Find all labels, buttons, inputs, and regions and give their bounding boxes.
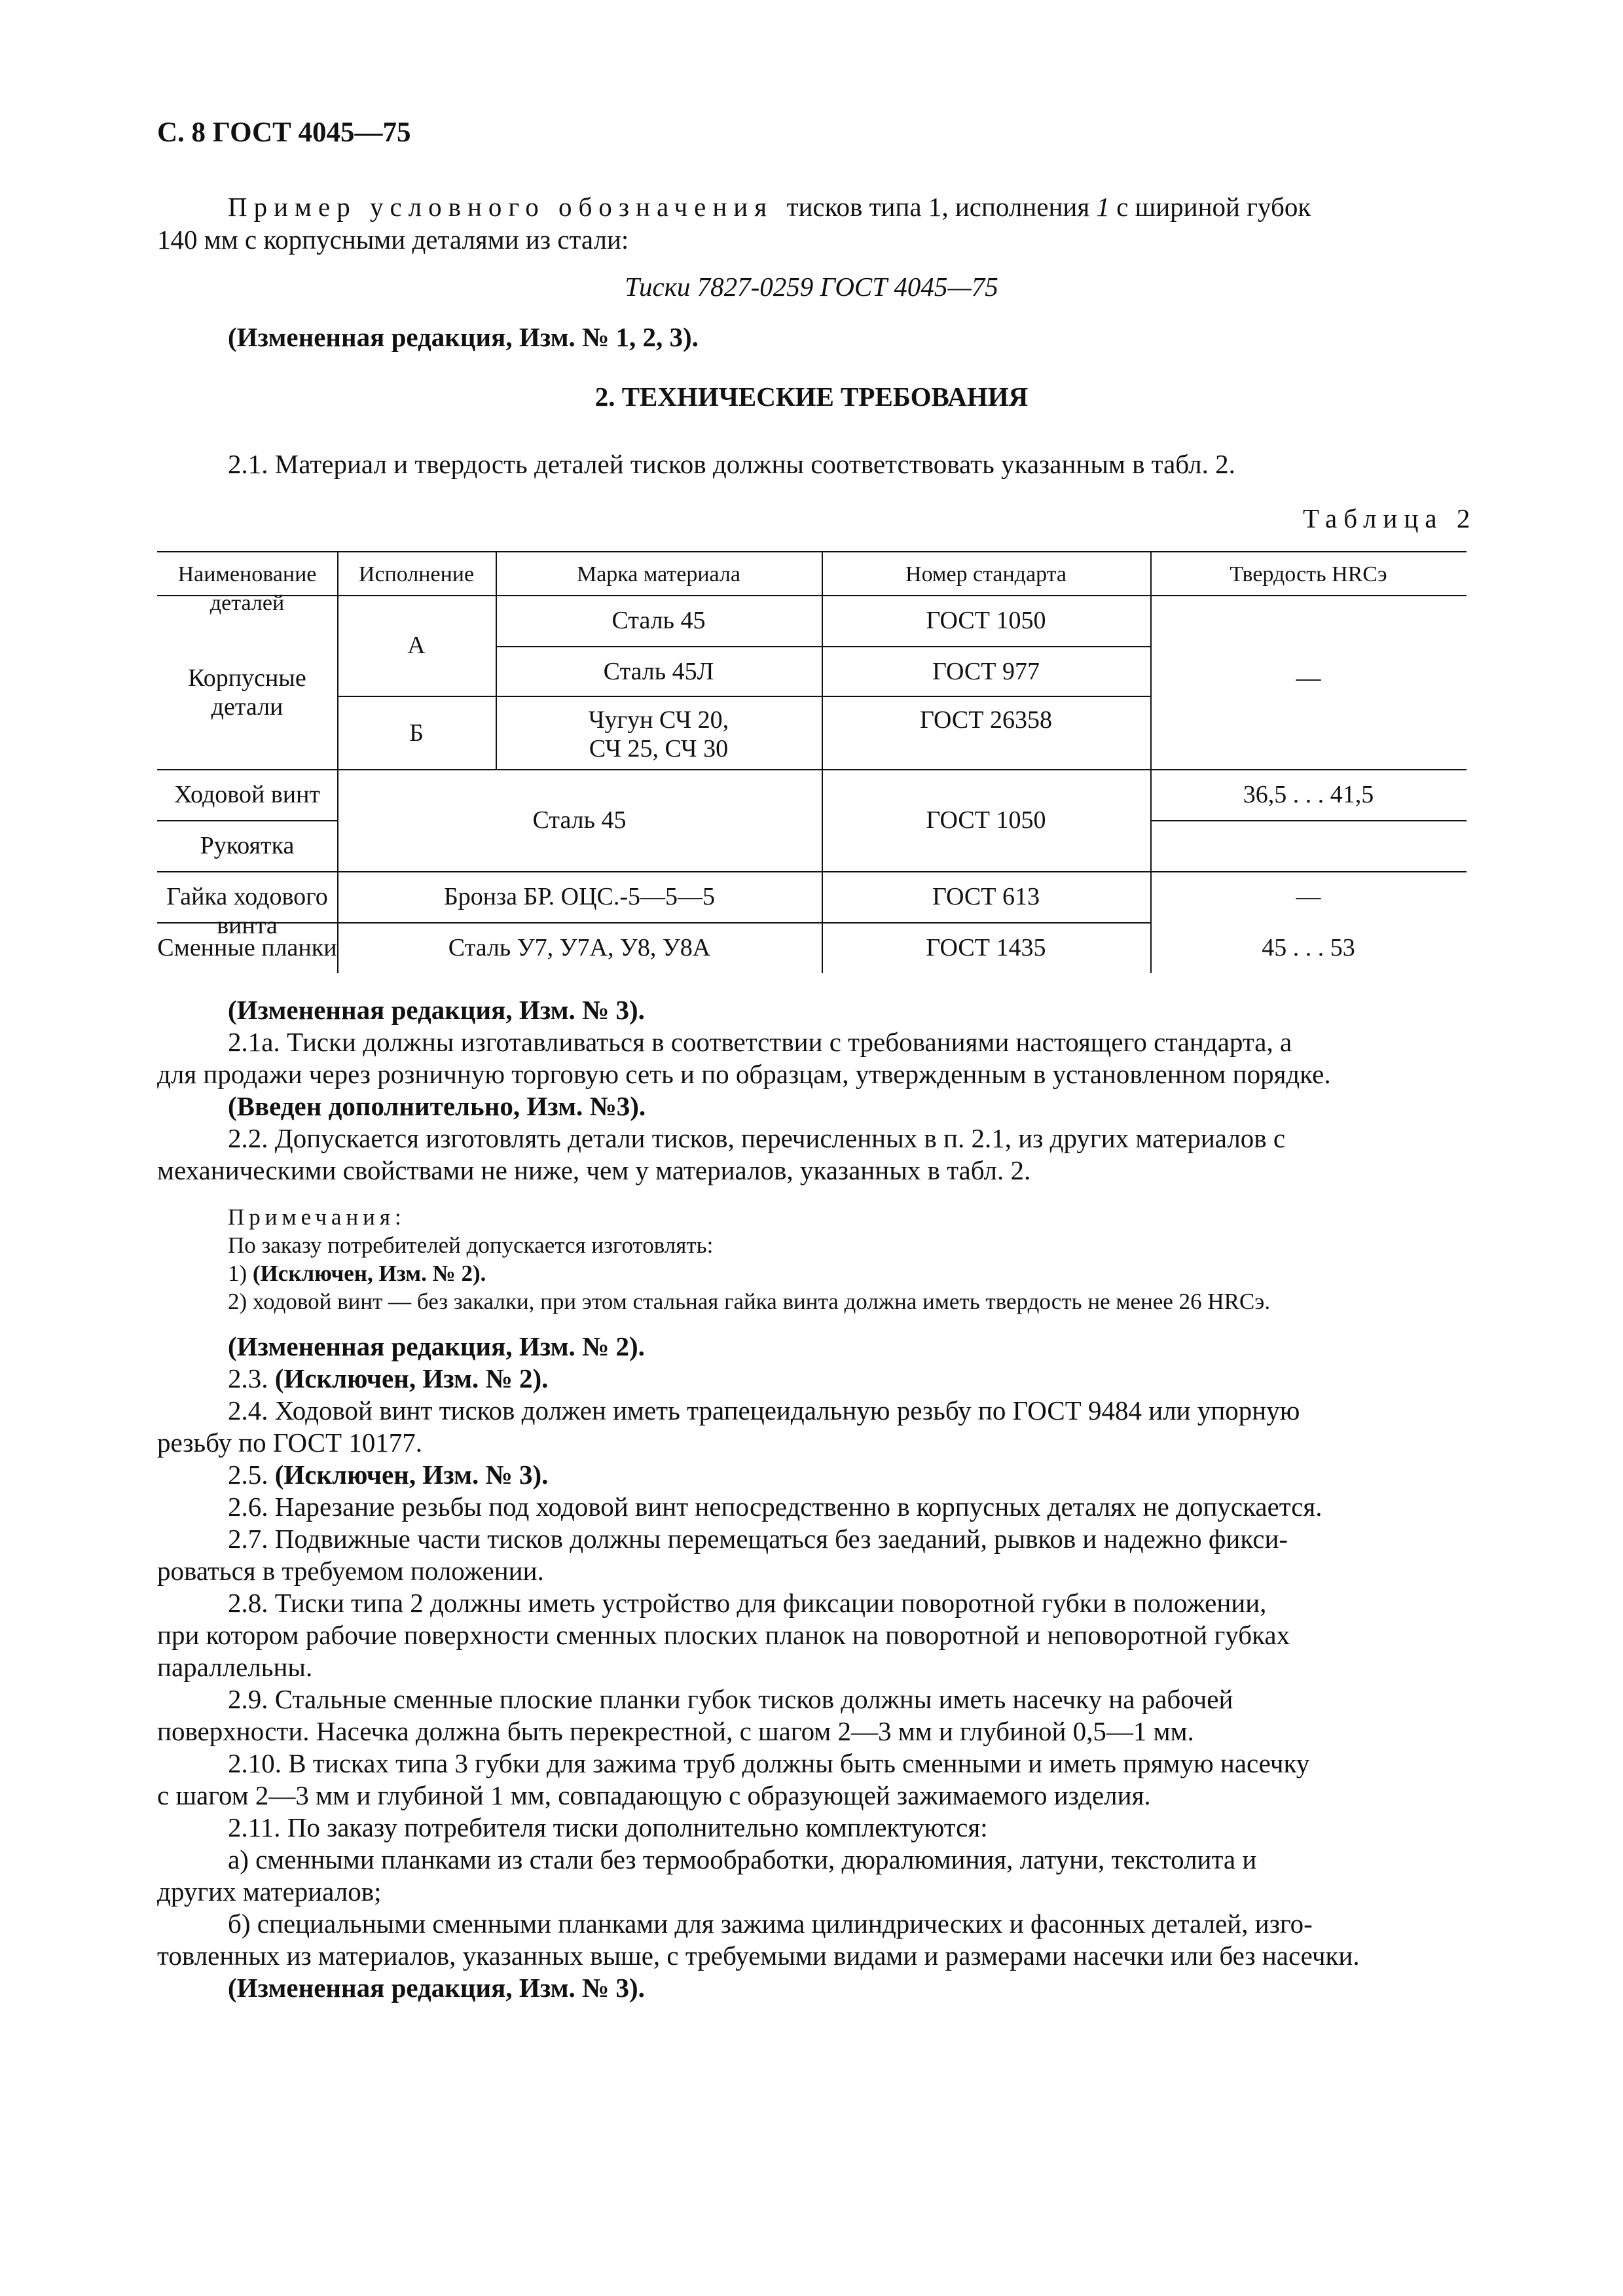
paragraph-2-1a-line-2: для продажи через розничную торговую сеть и по образцам, утвержденным в установленном порядке. (157, 1059, 1331, 1089)
table-cell: ГОСТ 1050 (926, 607, 1046, 634)
table-rule (496, 646, 1150, 647)
introduced-note: (Введен дополнительно, Изм. №3). (228, 1091, 646, 1121)
amendment-note: (Измененная редакция, Изм. № 2). (228, 1331, 645, 1361)
paragraph-num: 2.5. (228, 1460, 268, 1490)
table-header: Марка материала (576, 562, 740, 586)
notes-line-1: По заказу потребителей допускается изготовлять: (228, 1232, 714, 1258)
table-rule (157, 871, 1467, 872)
paragraph-2-11: 2.11. По заказу потребителя тиски дополнительно комплектуются: (228, 1812, 988, 1842)
paragraph-2-1: 2.1. Материал и твердость деталей тисков должны соответствовать указанным в табл. 2. (228, 449, 1235, 479)
table-rule (337, 696, 1150, 697)
paragraph-2-8-line-3: параллельны. (157, 1652, 313, 1682)
table-cell: Сталь 45Л (603, 658, 714, 685)
table-header: Номер стандарта (905, 562, 1067, 586)
materials-table (157, 551, 1467, 973)
example-text-2: с шириной губок (1116, 192, 1311, 222)
table-cell: Бронза БР. ОЦС.-5—5—5 (443, 883, 716, 910)
example-exec-num: 1 (1096, 192, 1110, 222)
amendment-note: (Измененная редакция, Изм. № 1, 2, 3). (228, 322, 699, 352)
paragraph-2-5 (228, 1459, 548, 1491)
example-designation: Тиски 7827-0259 ГОСТ 4045—75 (625, 272, 998, 302)
paragraph-num: 2.3. (228, 1363, 268, 1393)
amendment-note: (Измененная редакция, Изм. № 3). (228, 995, 645, 1025)
table-cell: — (1296, 664, 1321, 692)
notes-line-2 (228, 1259, 486, 1287)
table-cell: ГОСТ 1435 (926, 934, 1046, 961)
table-cell: 45 . . . 53 (1262, 934, 1355, 961)
page-header: С. 8 ГОСТ 4045—75 (157, 117, 411, 148)
table-header: Твердость HRCэ (1230, 562, 1387, 586)
table-cell: Чугун СЧ 20, (588, 706, 729, 734)
table-cell: А (407, 632, 426, 659)
table-cell: ГОСТ 26358 (920, 706, 1052, 734)
paragraph-2-1a-line-1: 2.1а. Тиски должны изготавливаться в соответствии с требованиями настоящего стандарта, а (228, 1027, 1292, 1057)
paragraph-2-3 (228, 1363, 548, 1395)
table-rule (157, 595, 1467, 596)
paragraph-2-7-line-1: 2.7. Подвижные части тисков должны перемещаться без заеданий, рывков и надежно фикси- (228, 1524, 1288, 1554)
paragraph-2-8-line-1: 2.8. Тиски типа 2 должны иметь устройство для фиксации поворотной губки в положении, (228, 1588, 1267, 1618)
table-cell: — (1296, 883, 1321, 910)
paragraph-2-10-line-2: с шагом 2—3 мм и глубиной 1 мм, совпадающую с образующей зажимаемого изделия. (157, 1780, 1151, 1810)
paragraph-2-9-line-2: поверхности. Насечка должна быть перекрестной, с шагом 2—3 мм и глубиной 0,5—1 мм. (157, 1716, 1194, 1746)
table-cell: Гайка ходового винта (166, 883, 328, 939)
paragraph-2-4-line-1: 2.4. Ходовой винт тисков должен иметь трапецеидальную резьбу по ГОСТ 9484 или упорную (228, 1395, 1300, 1426)
table-rule (1150, 820, 1467, 821)
table-cell: СЧ 25, СЧ 30 (589, 735, 729, 762)
section-title: 2. ТЕХНИЧЕСКИЕ ТРЕБОВАНИЯ (594, 382, 1029, 412)
paragraph-b-line-1: б) специальными сменными планками для зажима цилиндрических и фасонных деталей, изго- (228, 1909, 1313, 1939)
paragraph-2-7-line-2: роваться в требуемом положении. (157, 1556, 544, 1586)
notes-num: 1) (228, 1261, 247, 1286)
table-rule (157, 551, 1467, 552)
table-cell: ГОСТ 1050 (926, 806, 1046, 834)
paragraph-2-8-line-2: при котором рабочие поверхности сменных плоских планок на поворотной и неповоротной губках (157, 1620, 1290, 1650)
table-cell: Б (409, 719, 424, 747)
table-caption: Таблица 2 (1303, 503, 1477, 533)
table-rule (157, 769, 1467, 770)
paragraph-excluded: (Исключен, Изм. № 2). (274, 1363, 549, 1393)
table-cell: Сталь 45 (532, 806, 627, 834)
table-cell: Сменные планки (157, 934, 337, 961)
table-header: Исполнение (358, 562, 475, 586)
table-cell: Сталь У7, У7А, У8, У8А (448, 934, 711, 961)
notes-excluded: (Исключен, Изм. № 2). (252, 1261, 486, 1286)
amendment-note: (Измененная редакция, Изм. № 3). (228, 1973, 645, 2003)
paragraph-2-9-line-1: 2.9. Стальные сменные плоские планки губок тисков должны иметь насечку на рабочей (228, 1684, 1233, 1714)
table-header: Наименование деталей (177, 562, 317, 615)
example-line-1 (228, 191, 1311, 223)
table-cell: ГОСТ 977 (932, 658, 1040, 685)
paragraph-a-line-1: а) сменными планками из стали без термообработки, дюралюминия, латуни, текстолита и (228, 1844, 1257, 1874)
table-cell: Ходовой винт (173, 781, 321, 808)
table-rule (157, 820, 337, 821)
paragraph-excluded: (Исключен, Изм. № 3). (274, 1460, 549, 1490)
example-line-2: 140 мм с корпусными деталями из стали: (157, 224, 629, 255)
example-text-1: тисков типа 1, исполнения (786, 192, 1090, 222)
table-cell: Корпусные детали (188, 664, 306, 721)
paragraph-2-4-line-2: резьбу по ГОСТ 10177. (157, 1427, 423, 1458)
table-cell: ГОСТ 613 (932, 883, 1040, 910)
example-lead: Пример условного обозначения (228, 192, 774, 222)
paragraph-2-2-line-1: 2.2. Допускается изготовлять детали тисков, перечисленных в п. 2.1, из других материалов с (228, 1123, 1286, 1153)
paragraph-a-line-2: других материалов; (157, 1876, 382, 1907)
paragraph-2-10-line-1: 2.10. В тисках типа 3 губки для зажима труб должны быть сменными и иметь прямую насечку (228, 1748, 1310, 1778)
table-cell: Сталь 45 (611, 607, 706, 634)
paragraph-2-6: 2.6. Нарезание резьбы под ходовой винт непосредственно в корпусных деталях не допускается. (228, 1492, 1322, 1522)
table-cell: 36,5 . . . 41,5 (1243, 781, 1374, 808)
table-cell: Рукоятка (200, 832, 295, 859)
notes-title: Примечания: (228, 1204, 406, 1230)
paragraph-2-2-line-2: механическими свойствами не ниже, чем у материалов, указанных в табл. 2. (157, 1155, 1031, 1185)
paragraph-b-line-2: товленных из материалов, указанных выше, с требуемыми видами и размерами насечки или без насечки. (157, 1941, 1360, 1971)
notes-line-3: 2) ходовой винт — без закалки, при этом стальная гайка винта должна иметь твердость не менее 26 HRCэ. (228, 1289, 1271, 1314)
